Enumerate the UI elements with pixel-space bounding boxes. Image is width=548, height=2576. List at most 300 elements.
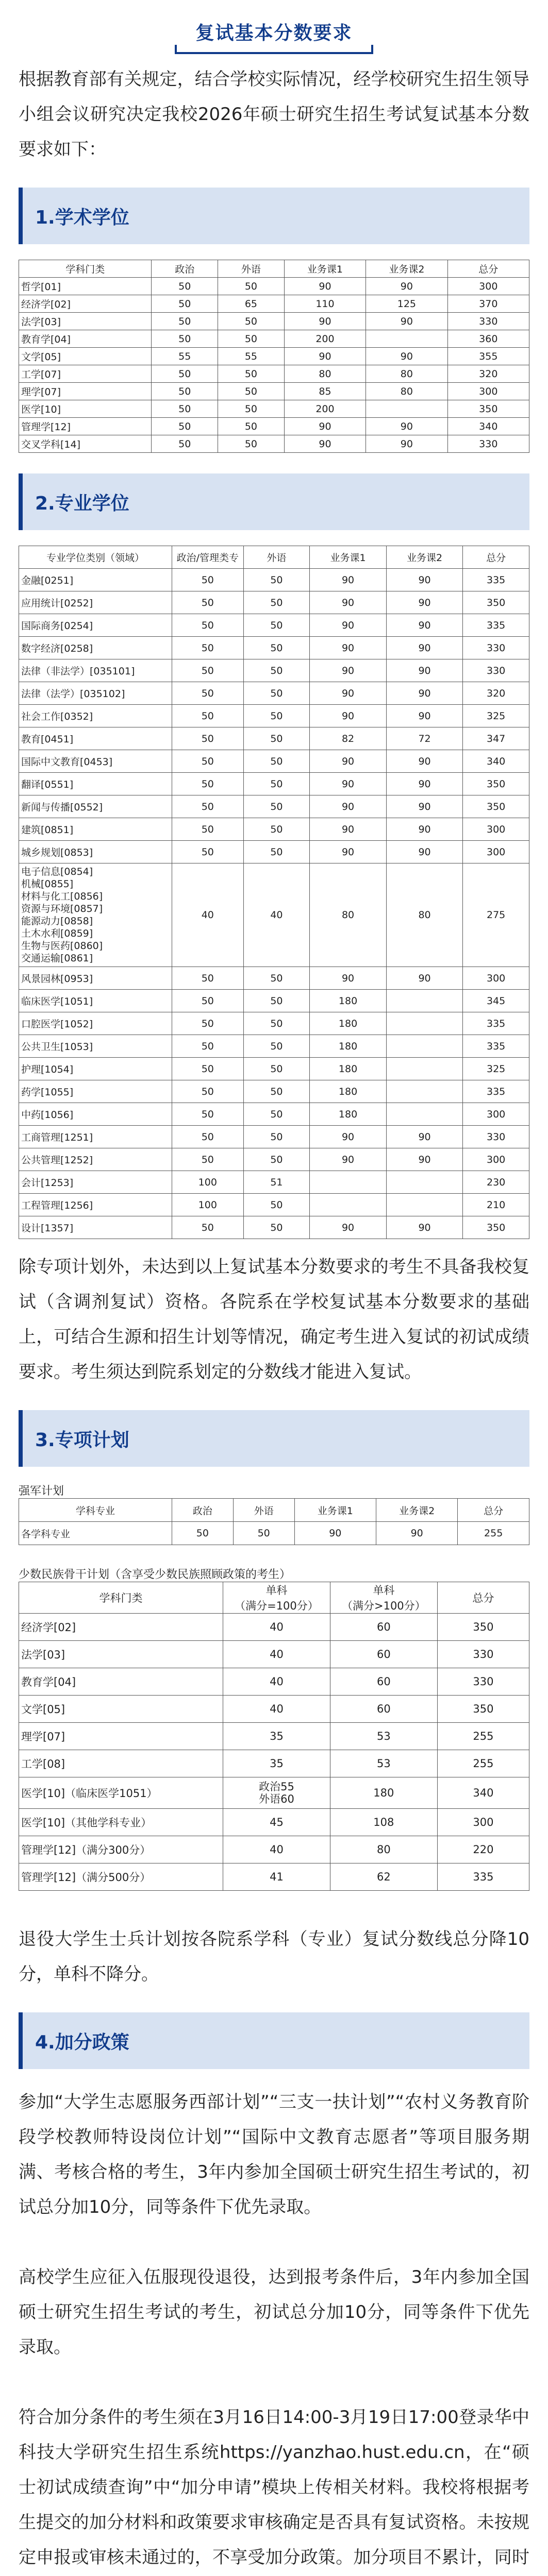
value-cell: 220 [437, 1836, 529, 1863]
value-cell: 50 [243, 1216, 310, 1239]
column-header: 业务课2 [376, 1499, 457, 1522]
table-row [19, 1614, 529, 1641]
value-cell: 350 [463, 795, 529, 818]
row-label-cell: 新闻与传播[0552] [19, 795, 172, 818]
value-cell: 50 [172, 591, 244, 614]
value-cell [366, 400, 447, 418]
value-cell: 60 [330, 1614, 437, 1641]
value-cell: 51 [243, 1171, 310, 1194]
value-cell: 90 [310, 818, 387, 841]
value-cell: 50 [243, 1194, 310, 1216]
value-cell: 50 [172, 818, 244, 841]
value-cell: 90 [386, 1148, 463, 1171]
value-cell: 330 [463, 637, 529, 659]
value-cell: 90 [310, 841, 387, 863]
table-row [19, 1641, 529, 1668]
row-label-cell: 教育学[04] [19, 330, 152, 348]
table-row [19, 435, 529, 453]
value-cell: 350 [447, 400, 529, 418]
value-cell: 330 [447, 435, 529, 453]
bonus-paragraph-3: 符合加分条件的考生须在3月16日14:00-3月19日17:00登录华中科技大学研究生招生系统https://yanzhao.hust.edu.cn，在“硕士初试成绩查询”中“加分申请”模块上传相关材料。我校将根据考生提交的加分材料和政策要求审核确定是否具有复试资格。未按规定申报或审核未通过的，不享受加分政策。加分项目不累计，同时 [19, 2407, 529, 2568]
value-cell: 50 [243, 1080, 310, 1103]
table-row [19, 1216, 529, 1239]
table-row [19, 1080, 529, 1103]
table-row [19, 841, 529, 863]
value-cell: 50 [172, 569, 244, 591]
table-header-row [19, 546, 529, 569]
row-label-cell: 文学[05] [19, 348, 152, 365]
value-cell: 90 [386, 614, 463, 637]
value-cell: 90 [366, 313, 447, 330]
row-label-cell: 经济学[02] [19, 1614, 223, 1641]
table-header-row [19, 1582, 529, 1614]
value-cell [366, 330, 447, 348]
column-header: 总分 [437, 1582, 529, 1614]
value-cell: 50 [243, 659, 310, 682]
value-cell [386, 1080, 463, 1103]
value-cell: 340 [447, 418, 529, 435]
column-header: 学科门类 [19, 1582, 223, 1614]
value-cell: 60 [330, 1668, 437, 1696]
value-cell: 50 [172, 1012, 244, 1035]
value-cell: 90 [310, 1126, 387, 1148]
title-frame [175, 15, 373, 54]
row-label-cell: 中药[1056] [19, 1103, 172, 1126]
value-cell: 180 [310, 1058, 387, 1080]
table-row [19, 795, 529, 818]
value-cell: 90 [294, 1522, 376, 1545]
row-label-cell: 国际商务[0254] [19, 614, 172, 637]
table-row [19, 1126, 529, 1148]
value-cell [386, 1171, 463, 1194]
row-label-cell: 法律（法学）[035102] [19, 682, 172, 705]
value-cell: 50 [243, 773, 310, 795]
value-cell: 62 [330, 1863, 437, 1891]
page-title: 复试基本分数要求 [195, 23, 353, 44]
row-label-cell: 法学[03] [19, 313, 152, 330]
value-cell: 50 [243, 990, 310, 1012]
value-cell: 35 [223, 1723, 330, 1750]
value-cell: 90 [284, 418, 366, 435]
table-row [19, 1723, 529, 1750]
value-cell: 180 [310, 990, 387, 1012]
row-label-cell: 翻译[0551] [19, 773, 172, 795]
value-cell: 110 [284, 295, 366, 313]
row-label-cell: 医学[10] [19, 400, 152, 418]
value-cell: 50 [172, 1148, 244, 1171]
column-header: 业务课2 [366, 260, 447, 278]
value-cell: 85 [284, 383, 366, 400]
value-cell: 180 [310, 1012, 387, 1035]
value-cell: 50 [152, 295, 218, 313]
value-cell: 50 [233, 1522, 294, 1545]
value-cell: 50 [152, 400, 218, 418]
row-label-cell: 工学[08] [19, 1750, 223, 1777]
value-cell: 80 [330, 1836, 437, 1863]
value-cell: 90 [284, 348, 366, 365]
value-cell: 360 [447, 330, 529, 348]
table-row [19, 591, 529, 614]
table-row [19, 1103, 529, 1126]
value-cell: 275 [463, 863, 529, 967]
row-label-cell: 交叉学科[14] [19, 435, 152, 453]
column-header: 总分 [458, 1499, 529, 1522]
value-cell: 80 [284, 365, 366, 383]
section-heading-professional: 2.专业学位 [19, 473, 529, 530]
column-header: 专业学位类别（领域） [19, 546, 172, 569]
value-cell: 325 [463, 705, 529, 727]
row-label-cell: 医学[10]（临床医学1051） [19, 1777, 223, 1809]
value-cell: 90 [386, 1216, 463, 1239]
row-label-cell: 法律（非法学）[035101] [19, 659, 172, 682]
value-cell: 80 [366, 365, 447, 383]
row-label-cell: 经济学[02] [19, 295, 152, 313]
value-cell: 50 [243, 705, 310, 727]
column-header: 总分 [463, 546, 529, 569]
value-cell: 90 [284, 278, 366, 295]
value-cell: 50 [218, 400, 285, 418]
value-cell: 50 [172, 727, 244, 750]
value-cell: 350 [463, 591, 529, 614]
value-cell: 50 [243, 1103, 310, 1126]
value-cell: 90 [386, 682, 463, 705]
table-row [19, 1148, 529, 1171]
value-cell: 80 [366, 383, 447, 400]
value-cell: 90 [310, 569, 387, 591]
row-label-cell: 数字经济[0258] [19, 637, 172, 659]
table-row [19, 659, 529, 682]
row-label-cell: 护理[1054] [19, 1058, 172, 1080]
value-cell: 50 [243, 682, 310, 705]
value-cell: 50 [243, 1148, 310, 1171]
value-cell: 50 [172, 1080, 244, 1103]
table-row [19, 1668, 529, 1696]
table-row [19, 990, 529, 1012]
value-cell: 50 [172, 750, 244, 773]
value-cell: 50 [243, 591, 310, 614]
section-heading-academic: 1.学术学位 [19, 188, 529, 244]
value-cell: 50 [243, 1126, 310, 1148]
intro-paragraph: 根据教育部有关规定，结合学校实际情况，经学校研究生招生领导小组会议研究决定我校2026年硕士研究生招生考试复试基本分数要求如下： [19, 69, 529, 160]
minority-plan-table [19, 1582, 529, 1891]
value-cell: 90 [366, 418, 447, 435]
table-row [19, 1171, 529, 1194]
column-header: 业务课1 [310, 546, 387, 569]
row-label-cell: 医学[10]（其他学科专业） [19, 1809, 223, 1836]
value-cell: 90 [284, 435, 366, 453]
value-cell: 320 [463, 682, 529, 705]
table-row [19, 863, 529, 967]
table-row [19, 278, 529, 295]
table-row [19, 1836, 529, 1863]
value-cell: 355 [447, 348, 529, 365]
table-row [19, 383, 529, 400]
table-row [19, 1058, 529, 1080]
value-cell: 50 [243, 795, 310, 818]
value-cell: 90 [366, 278, 447, 295]
table-row [19, 400, 529, 418]
value-cell: 90 [284, 313, 366, 330]
row-label-cell: 应用统计[0252] [19, 591, 172, 614]
value-cell: 300 [437, 1809, 529, 1836]
value-cell: 50 [218, 435, 285, 453]
value-cell: 90 [366, 348, 447, 365]
value-cell: 180 [310, 1080, 387, 1103]
value-cell: 50 [218, 330, 285, 348]
value-cell: 35 [223, 1750, 330, 1777]
value-cell [310, 1171, 387, 1194]
table-row [19, 1012, 529, 1035]
bonus-paragraph-1: 参加“大学生志愿服务西部计划”“三支一扶计划”“农村义务教育阶段学校教师特设岗位计划”“国际中文教育志愿者”等项目服务期满、考核合格的考生，3年内参加全国硕士研究生招生考试的，初试总分加10分，同等条件下优先录取。 [19, 2092, 529, 2217]
value-cell [386, 1103, 463, 1126]
value-cell: 335 [463, 1035, 529, 1058]
minority-table-block [19, 1582, 529, 1891]
value-cell: 90 [386, 705, 463, 727]
value-cell: 90 [386, 659, 463, 682]
table-row [19, 569, 529, 591]
table-row [19, 818, 529, 841]
value-cell: 40 [243, 863, 310, 967]
column-header: 业务课1 [284, 260, 366, 278]
table-row [19, 418, 529, 435]
value-cell: 50 [172, 659, 244, 682]
value-cell: 90 [310, 705, 387, 727]
value-cell: 90 [386, 637, 463, 659]
value-cell: 50 [172, 637, 244, 659]
value-cell [386, 1012, 463, 1035]
value-cell: 50 [218, 418, 285, 435]
value-cell: 180 [310, 1103, 387, 1126]
row-label-cell: 法学[03] [19, 1641, 223, 1668]
row-label-cell: 管理学[12]（满分300分） [19, 1836, 223, 1863]
value-cell: 50 [243, 1058, 310, 1080]
value-cell: 330 [447, 313, 529, 330]
table-row [19, 365, 529, 383]
value-cell: 50 [243, 727, 310, 750]
value-cell: 370 [447, 295, 529, 313]
column-header: 政治/管理类专 [172, 546, 244, 569]
strong-army-table-block [19, 1498, 529, 1545]
table-row [19, 313, 529, 330]
table-row [19, 682, 529, 705]
value-cell: 350 [437, 1614, 529, 1641]
strong-army-table [19, 1498, 529, 1545]
value-cell: 345 [463, 990, 529, 1012]
value-cell: 90 [310, 591, 387, 614]
title-underline [175, 52, 373, 54]
table-row [19, 1809, 529, 1836]
value-cell: 72 [386, 727, 463, 750]
value-cell: 50 [243, 818, 310, 841]
value-cell: 80 [310, 863, 387, 967]
row-label-cell: 管理学[12]（满分500分） [19, 1863, 223, 1891]
value-cell: 255 [437, 1750, 529, 1777]
value-cell: 180 [310, 1035, 387, 1058]
value-cell: 210 [463, 1194, 529, 1216]
row-label-cell: 金融[0251] [19, 569, 172, 591]
value-cell: 255 [437, 1723, 529, 1750]
value-cell: 300 [463, 841, 529, 863]
title-tick-right [371, 45, 373, 54]
value-cell: 180 [330, 1777, 437, 1809]
value-cell: 330 [437, 1641, 529, 1668]
value-cell: 347 [463, 727, 529, 750]
value-cell: 50 [172, 990, 244, 1012]
value-cell: 90 [310, 773, 387, 795]
row-label-cell: 风景园林[0953] [19, 967, 172, 990]
column-header: 政治 [152, 260, 218, 278]
column-header: 政治 [172, 1499, 234, 1522]
value-cell: 50 [152, 383, 218, 400]
value-cell: 90 [310, 967, 387, 990]
value-cell: 50 [152, 365, 218, 383]
value-cell: 300 [463, 1103, 529, 1126]
value-cell: 50 [152, 278, 218, 295]
value-cell: 335 [463, 614, 529, 637]
value-cell [386, 1194, 463, 1216]
value-cell: 90 [376, 1522, 457, 1545]
value-cell: 40 [223, 1696, 330, 1723]
value-cell: 50 [172, 1522, 234, 1545]
value-cell [386, 1035, 463, 1058]
value-cell: 50 [218, 383, 285, 400]
row-label-cell: 公共卫生[1053] [19, 1035, 172, 1058]
value-cell: 50 [218, 278, 285, 295]
value-cell: 90 [386, 795, 463, 818]
row-label-cell: 药学[1055] [19, 1080, 172, 1103]
value-cell: 60 [330, 1696, 437, 1723]
value-cell: 300 [447, 383, 529, 400]
row-label-cell: 教育学[04] [19, 1668, 223, 1696]
table-header-row [19, 260, 529, 278]
value-cell: 90 [310, 1148, 387, 1171]
table-header-row [19, 1499, 529, 1522]
row-label-cell: 理学[07] [19, 383, 152, 400]
row-label-cell: 哲学[01] [19, 278, 152, 295]
table-row [19, 330, 529, 348]
value-cell: 50 [243, 614, 310, 637]
value-cell: 50 [172, 841, 244, 863]
row-label-cell: 文学[05] [19, 1696, 223, 1723]
value-cell: 50 [243, 569, 310, 591]
value-cell: 300 [463, 967, 529, 990]
value-cell: 255 [458, 1522, 529, 1545]
row-label-cell: 工程管理[1256] [19, 1194, 172, 1216]
value-cell: 50 [152, 313, 218, 330]
value-cell: 90 [386, 967, 463, 990]
row-label-cell: 城乡规划[0853] [19, 841, 172, 863]
value-cell: 200 [284, 330, 366, 348]
row-label-cell: 管理学[12] [19, 418, 152, 435]
row-label-cell: 社会工作[0352] [19, 705, 172, 727]
value-cell: 90 [386, 569, 463, 591]
value-cell: 82 [310, 727, 387, 750]
value-cell [386, 1058, 463, 1080]
value-cell: 50 [172, 967, 244, 990]
row-label-cell: 口腔医学[1052] [19, 1012, 172, 1035]
table-row [19, 1750, 529, 1777]
table-row [19, 295, 529, 313]
value-cell: 90 [310, 614, 387, 637]
value-cell: 60 [330, 1641, 437, 1668]
table-row [19, 1194, 529, 1216]
row-label-cell: 建筑[0851] [19, 818, 172, 841]
academic-score-table [19, 260, 529, 453]
value-cell: 80 [386, 863, 463, 967]
value-cell: 40 [223, 1668, 330, 1696]
title-tick-left [175, 45, 177, 54]
minority-plan-caption: 少数民族骨干计划（含享受少数民族照顾政策的考生） [19, 1568, 291, 1581]
value-cell: 50 [243, 637, 310, 659]
value-cell: 350 [463, 773, 529, 795]
professional-table-block [19, 546, 529, 1239]
table-row [19, 637, 529, 659]
value-cell: 350 [437, 1696, 529, 1723]
column-header: 业务课1 [294, 1499, 376, 1522]
row-label-cell: 会计[1253] [19, 1171, 172, 1194]
value-cell: 90 [310, 750, 387, 773]
value-cell: 50 [172, 682, 244, 705]
title-area [0, 0, 548, 62]
value-cell: 335 [463, 1080, 529, 1103]
table-row [19, 1863, 529, 1891]
section-heading-bonus: 4.加分政策 [19, 2012, 529, 2069]
value-cell: 335 [463, 569, 529, 591]
value-cell: 108 [330, 1809, 437, 1836]
table-row [19, 773, 529, 795]
value-cell: 335 [437, 1863, 529, 1891]
value-cell: 125 [366, 295, 447, 313]
value-cell [386, 990, 463, 1012]
column-header: 外语 [243, 546, 310, 569]
value-cell: 325 [463, 1058, 529, 1080]
strong-army-caption: 强军计划 [19, 1485, 64, 1498]
column-header: 学科门类 [19, 260, 152, 278]
value-cell: 90 [310, 795, 387, 818]
value-cell [310, 1194, 387, 1216]
value-cell: 350 [463, 1216, 529, 1239]
table-row [19, 348, 529, 365]
value-cell: 50 [152, 330, 218, 348]
value-cell: 65 [218, 295, 285, 313]
value-cell: 50 [172, 705, 244, 727]
value-cell: 90 [386, 841, 463, 863]
value-cell: 340 [463, 750, 529, 773]
value-cell: 50 [172, 1103, 244, 1126]
table-row [19, 1035, 529, 1058]
column-header: 外语 [218, 260, 285, 278]
column-header: 单科 （满分=100分） [223, 1582, 330, 1614]
value-cell: 50 [243, 1012, 310, 1035]
value-cell: 50 [152, 418, 218, 435]
value-cell: 40 [223, 1614, 330, 1641]
value-cell: 90 [386, 750, 463, 773]
value-cell: 50 [172, 1035, 244, 1058]
value-cell: 200 [284, 400, 366, 418]
value-cell: 90 [366, 435, 447, 453]
table-row [19, 727, 529, 750]
section-heading-special: 3.专项计划 [19, 1410, 529, 1467]
value-cell: 50 [172, 614, 244, 637]
value-cell: 55 [152, 348, 218, 365]
value-cell: 40 [223, 1641, 330, 1668]
value-cell: 90 [386, 591, 463, 614]
table-row [19, 967, 529, 990]
column-header: 外语 [233, 1499, 294, 1522]
value-cell: 90 [386, 818, 463, 841]
row-label-cell: 临床医学[1051] [19, 990, 172, 1012]
value-cell: 50 [172, 1126, 244, 1148]
